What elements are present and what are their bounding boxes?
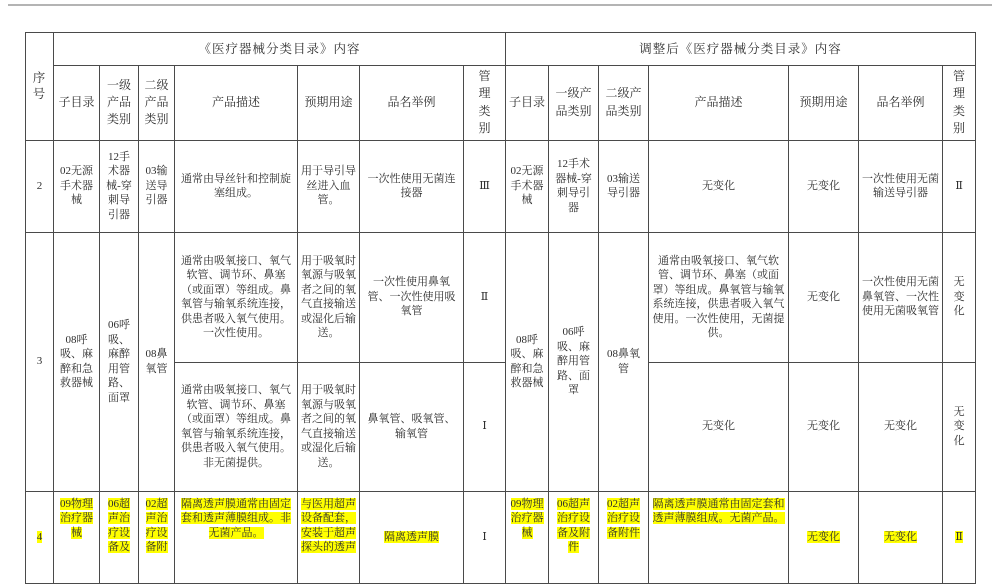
r4-right-cat1: 06超声治疗设备及附件	[549, 491, 599, 583]
r2-right-subcat: 02无源手术器械	[506, 140, 549, 232]
page-top-rule	[8, 4, 992, 6]
r4-right-class: Ⅱ	[943, 491, 976, 583]
header-left-use: 预期用途	[298, 66, 360, 141]
r3-right-cat1: 06呼吸、麻醉用管路、面罩	[549, 232, 599, 491]
r4-left-cat2: 02超声治疗设备附	[139, 491, 175, 583]
r2-left-use: 用于导引导丝进入血管。	[298, 140, 360, 232]
r3b-left-examples: 鼻氧管、吸氧管、输氧管	[360, 362, 464, 491]
r3-serial: 3	[26, 232, 54, 491]
r2-right-desc: 无变化	[649, 140, 789, 232]
r4-left-use: 与医用超声设备配套，安装于超声探头的透声	[298, 491, 360, 583]
r2-right-cat2: 03输送导引器	[599, 140, 649, 232]
table-row-2	[26, 140, 976, 232]
header-right-use: 预期用途	[789, 66, 859, 141]
header-left-class: 管理类别	[464, 66, 506, 141]
classification-catalog-table	[25, 32, 976, 584]
r3b-right-use: 无变化	[789, 362, 859, 491]
r4-right-subcat: 09物理治疗器械	[506, 491, 549, 583]
table-row-3-sub-a	[26, 232, 976, 362]
header-right-cat2: 二级产品类别	[599, 66, 649, 141]
r4-left-class: Ⅰ	[464, 491, 506, 583]
r2-serial: 2	[26, 140, 54, 232]
header-left-subcat: 子目录	[54, 66, 100, 141]
header-right-examples: 品名举例	[859, 66, 943, 141]
header-left-examples: 品名举例	[360, 66, 464, 141]
r4-right-use: 无变化	[789, 491, 859, 583]
r2-left-cat2: 03输送导引器	[139, 140, 175, 232]
r3-left-cat1: 06呼吸、麻醉用管路、面罩	[100, 232, 139, 491]
r2-right-use: 无变化	[789, 140, 859, 232]
r3a-right-use: 无变化	[789, 232, 859, 362]
r3a-right-class: 无变化	[943, 232, 976, 362]
r2-right-examples: 一次性使用无菌输送导引器	[859, 140, 943, 232]
header-right-cat1: 一级产品类别	[549, 66, 599, 141]
r4-right-examples: 无变化	[859, 491, 943, 583]
r3a-right-examples: 一次性使用无菌鼻氧管、一次性使用无菌吸氧管	[859, 232, 943, 362]
r4-right-cat2: 02超声治疗设备附件	[599, 491, 649, 583]
r2-left-examples: 一次性使用无菌连接器	[360, 140, 464, 232]
r3b-right-examples: 无变化	[859, 362, 943, 491]
r3b-right-desc: 无变化	[649, 362, 789, 491]
table-row-4	[26, 491, 976, 583]
r2-left-desc: 通常由导丝针和控制旋塞组成。	[175, 140, 298, 232]
r3-left-subcat: 08呼吸、麻醉和急救器械	[54, 232, 100, 491]
r2-left-class: Ⅲ	[464, 140, 506, 232]
header-right-class: 管理类别	[943, 66, 976, 141]
r3a-left-examples: 一次性使用鼻氧管、一次性使用吸氧管	[360, 232, 464, 362]
r2-right-cat1: 12手术器械-穿刺导引器	[549, 140, 599, 232]
r3a-left-use: 用于吸氧时氧源与吸氧者之间的氧气直接输送或湿化后输送。	[298, 232, 360, 362]
r3b-left-class: Ⅰ	[464, 362, 506, 491]
header-left-cat1: 一级产品类别	[100, 66, 139, 141]
r2-right-class: Ⅱ	[943, 140, 976, 232]
header-right-title: 调整后《医疗器械分类目录》内容	[506, 33, 976, 66]
r2-left-subcat: 02无源手术器械	[54, 140, 100, 232]
r4-left-examples: 隔离透声膜	[360, 491, 464, 583]
r4-left-subcat: 09物理治疗器械	[54, 491, 100, 583]
r4-serial: 4	[26, 491, 54, 583]
r3a-left-class: Ⅱ	[464, 232, 506, 362]
header-left-desc: 产品描述	[175, 66, 298, 141]
header-right-subcat: 子目录	[506, 66, 549, 141]
header-serial: 序号	[26, 33, 54, 141]
r3a-right-desc: 通常由吸氧接口、氧气软管、调节环、鼻塞（或面罩）等组成。鼻氧管与输氧系统连接，供患者吸入氧气使用。一次性使用，无菌提供。	[649, 232, 789, 362]
r3b-left-desc: 通常由吸氧接口、氧气软管、调节环、鼻塞（或面罩）等组成。鼻氧管与输氧系统连接，供患者吸入氧气使用。非无菌提供。	[175, 362, 298, 491]
r3b-left-use: 用于吸氧时氧源与吸氧者之间的氧气直接输送或湿化后输送。	[298, 362, 360, 491]
r4-left-desc: 隔离透声膜通常由固定套和透声薄膜组成。非无菌产品。	[175, 491, 298, 583]
header-left-title: 《医疗器械分类目录》内容	[54, 33, 506, 66]
r3a-left-desc: 通常由吸氧接口、氧气软管、调节环、鼻塞（或面罩）等组成。鼻氧管与输氧系统连接，供患者吸入氧气使用。一次性使用。	[175, 232, 298, 362]
r3-right-cat2: 08鼻氧管	[599, 232, 649, 491]
r4-left-cat1: 06超声治疗设备及	[100, 491, 139, 583]
header-right-desc: 产品描述	[649, 66, 789, 141]
r3b-right-class: 无变化	[943, 362, 976, 491]
header-left-cat2: 二级产品类别	[139, 66, 175, 141]
r3-left-cat2: 08鼻氧管	[139, 232, 175, 491]
r2-left-cat1: 12手术器械-穿刺导引器	[100, 140, 139, 232]
r4-right-desc: 隔离透声膜通常由固定套和透声薄膜组成。无菌产品。	[649, 491, 789, 583]
r3-right-subcat: 08呼吸、麻醉和急救器械	[506, 232, 549, 491]
